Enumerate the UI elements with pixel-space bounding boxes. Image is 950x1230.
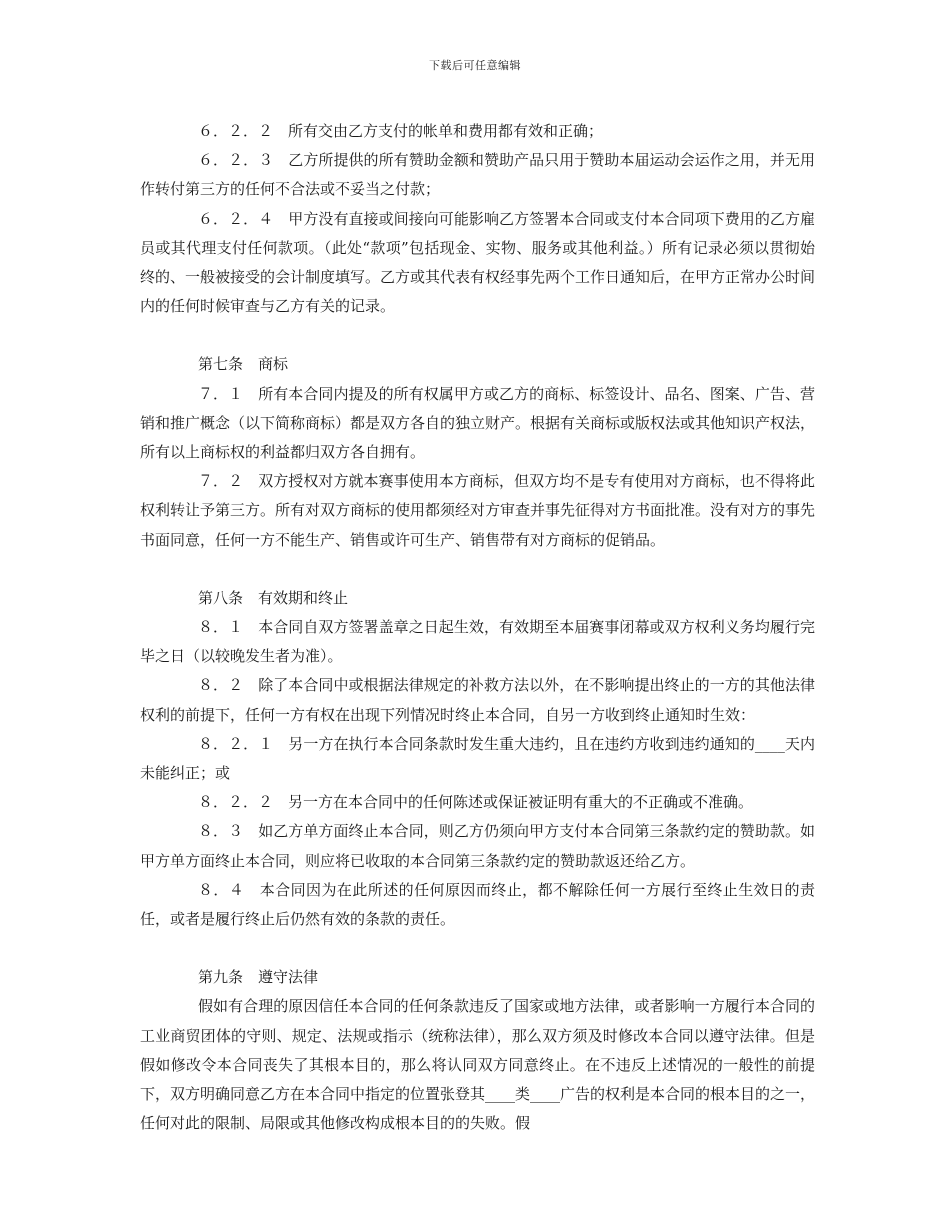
- clause-7-1: ７．１ 所有本合同内提及的所有权属甲方或乙方的商标、标签设计、品名、图案、广告、营销和推广概念（以下简称商标）都是双方各自的独立财产。根据有关商标或版权法或其他知识产权法，所有以上商标权的利益都归双方各自拥有。: [140, 384, 816, 462]
- clause-9-body: 假如有合理的原因信任本合同的任何条款违反了国家或地方法律，或者影响一方履行本合同的工业商贸团体的守则、规定、法规或指示（统称法律），那么双方须及时修改本合同以遵守法律。但是假如修改令本合同丧失了其根本目的，那么将认同双方同意终止。在不违反上述情况的一般性的前提下，双方明确同意乙方在本合同中指定的位置张登其____类____广告的权利是本合同的根本目的之一，任何对此的限制、局限或其他修改构成根本目的的失败。假: [140, 997, 816, 1133]
- section-heading-article-8: 第八条 有效期和终止: [198, 588, 349, 607]
- clause-8-2: ８．２ 除了本合同中或根据法律规定的补救方法以外，在不影响提出终止的一方的其他法律权利的前提下，任何一方有权在出现下列情况时终止本合同，自另一方收到终止通知时生效：: [140, 676, 815, 724]
- clause-8-1: ８．１ 本合同自双方签署盖章之日起生效，有效期至本届赛事闭幕或双方权利义务均履行完毕之日（以较晚发生者为准）。: [140, 618, 815, 666]
- clause-6-2-3: ６．２．３ 乙方所提供的所有赞助金额和赞助产品只用于赞助本届运动会运作之用，并无用作转付第三方的任何不合法或不妥当之付款；: [140, 151, 815, 199]
- clause-8-2-1: ８．２．１ 另一方在执行本合同条款时发生重大违约，且在违约方收到违约通知的____天内未能纠正；或: [140, 734, 815, 783]
- clause-6-2-4: ６．２．４ 甲方没有直接或间接向可能影响乙方签署本合同或支付本合同项下费用的乙方雇员或其代理支付任何款项。（此处“款项”包括现金、实物、服务或其他利益。）所有记录必须以贯彻始终的、一般被接受的会计制度填写。乙方或其代表有权经事先两个工作日通知后，在甲方正常办公时间内的任何时候审查与乙方有关的记录。: [140, 209, 816, 316]
- clause-6-2-2: ６．２．２ 所有交由乙方支付的帐单和费用都有效和正确；: [198, 122, 604, 140]
- clause-7-2: ７．２ 双方授权对方就本赛事使用本方商标，但双方均不是专有使用对方商标，也不得将此权利转让予第三方。所有对双方商标的使用都须经对方审查并事先征得对方书面批准。没有对方的事先书面同意，任何一方不能生产、销售或许可生产、销售带有对方商标的促销品。: [140, 472, 816, 549]
- clause-8-2-2: ８．２．２ 另一方在本合同中的任何陈述或保证被证明有重大的不正确或不准确。: [198, 793, 754, 812]
- clause-8-3: ８．３ 如乙方单方面终止本合同，则乙方仍须向甲方支付本合同第三条款约定的赞助款。如甲方单方面终止本合同，则应将已收取的本合同第三条款约定的赞助款返还给乙方。: [140, 822, 815, 870]
- section-heading-article-7: 第七条 商标: [198, 355, 289, 374]
- document-body: [140, 117, 815, 1139]
- section-heading-article-9: 第九条 遵守法律: [198, 968, 319, 987]
- page-header: 下载后可任意编辑: [429, 59, 521, 72]
- clause-8-4: ８．４ 本合同因为在此所述的任何原因而终止，都不解除任何一方展行至终止生效日的责任，或者是履行终止后仍然有效的条款的责任。: [140, 880, 815, 929]
